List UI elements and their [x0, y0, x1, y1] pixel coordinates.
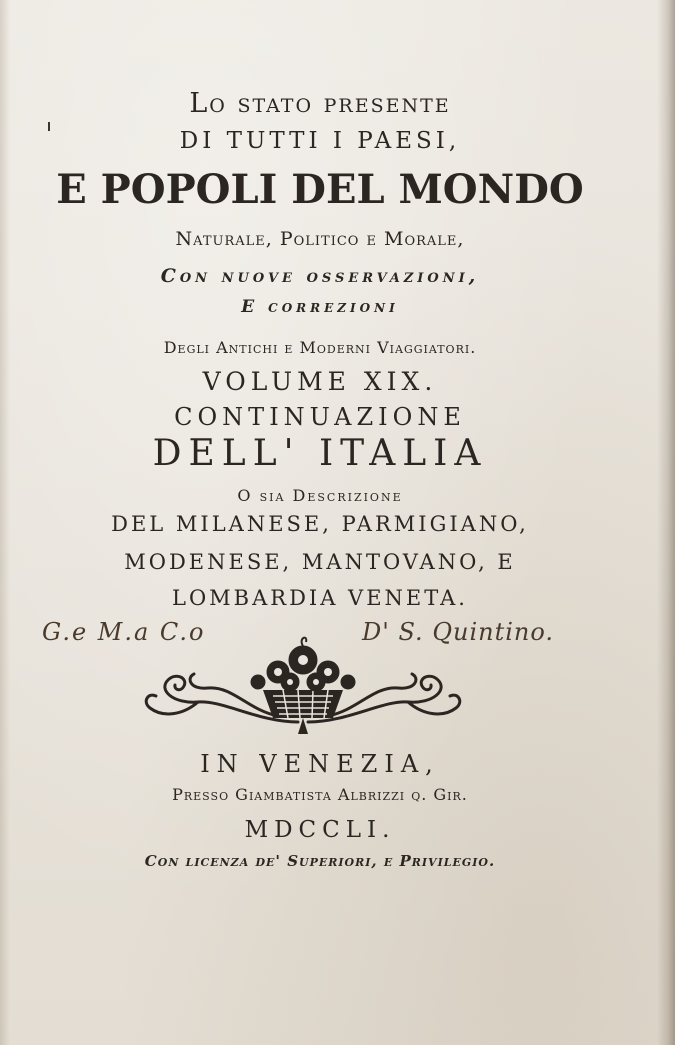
- subtitle-line-1: Naturale, Politico e Morale,: [175, 228, 465, 250]
- handwritten-inscription-right: D' S. Quintino.: [362, 618, 555, 646]
- handwritten-inscription-left: G.e M.a C.o: [42, 618, 206, 646]
- regions-line-2: MODENESE, MANTOVANO, E: [124, 550, 516, 574]
- imprint-license: Con licenza de' Superiori, e Privilegio.: [144, 852, 496, 870]
- page-right-edge: [657, 0, 675, 1045]
- volume-number: VOLUME XIX.: [202, 367, 438, 396]
- description-intro: O sia Descrizione: [237, 486, 403, 505]
- subtitle-line-3: E correzioni: [241, 297, 399, 317]
- imprint-printer: Presso Giambatista Albrizzi q. Gir.: [172, 785, 468, 804]
- imprint-year: MDCCLI.: [244, 817, 396, 843]
- title-line-2: DI TUTTI I PAESI,: [179, 128, 461, 154]
- subtitle-line-2: Con nuove osservazioni,: [160, 265, 480, 287]
- continuation-label: CONTINUAZIONE: [174, 403, 466, 431]
- main-title: E POPOLI DEL MONDO: [56, 166, 584, 213]
- regions-line-3: LOMBARDIA VENETA.: [172, 586, 468, 610]
- flower-basket-vignette-icon: [128, 630, 478, 740]
- subject-title: DELL' ITALIA: [152, 433, 488, 474]
- title-line-1: Lo stato presente: [189, 88, 451, 119]
- imprint-place: IN VENEZIA,: [200, 750, 440, 778]
- regions-line-1: DEL MILANESE, PARMIGIANO,: [111, 512, 529, 536]
- subtitle-line-4: Degli Antichi e Moderni Viaggiatori.: [163, 338, 477, 357]
